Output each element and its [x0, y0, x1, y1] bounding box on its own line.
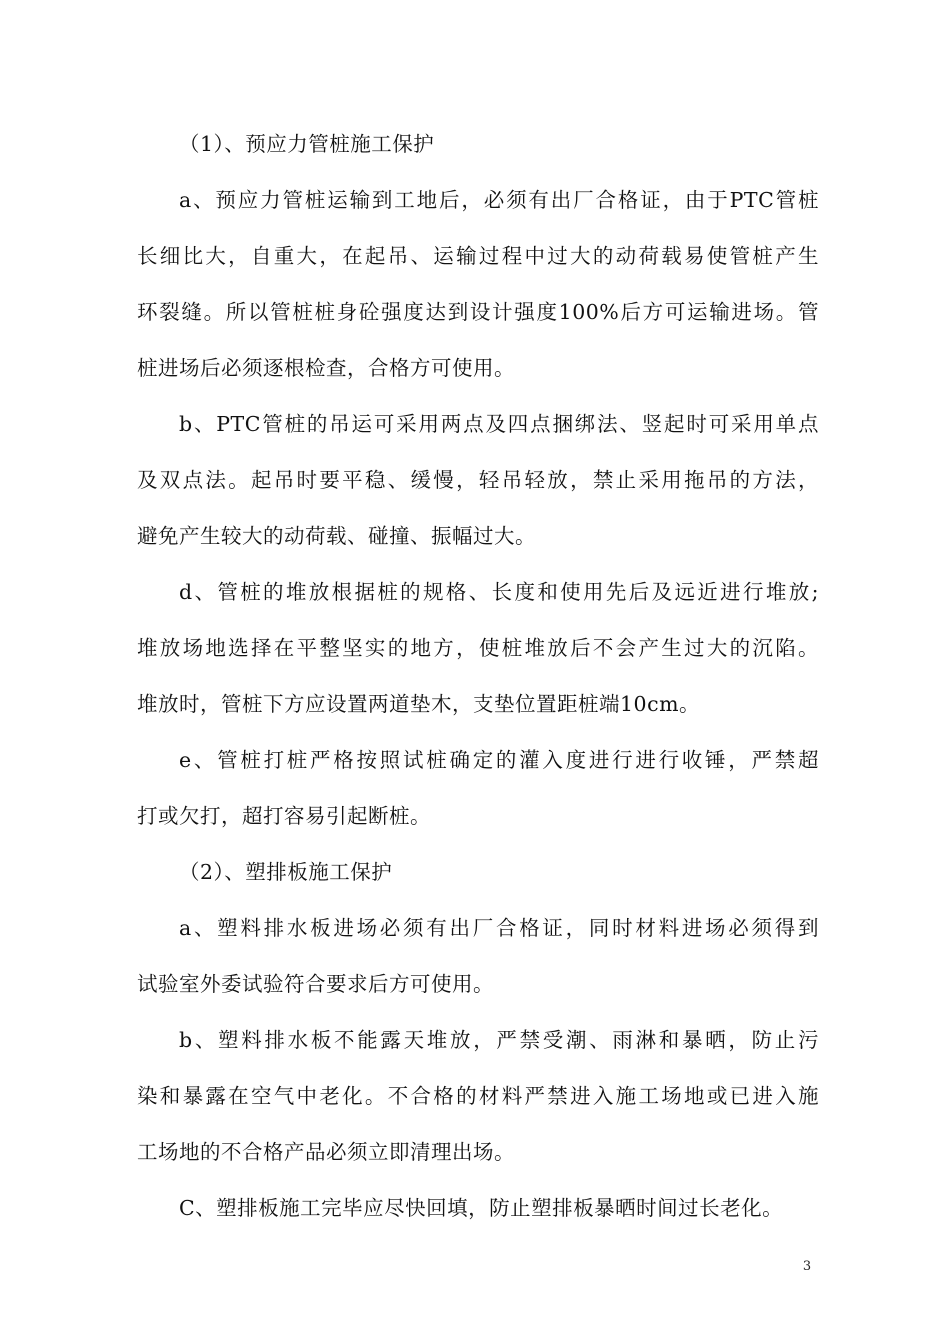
paragraph — [137, 900, 819, 1012]
text-line: 长细比大，自重大，在起吊、运输过程中过大的动荷载易使管桩产生 — [137, 244, 819, 268]
text-line: （1）、预应力管桩施工保护 — [179, 132, 435, 156]
text-line: 避免产生较大的动荷载、碰撞、振幅过大。 — [137, 524, 536, 548]
text-line: 及双点法。起吊时要平稳、缓慢，轻吊轻放，禁止采用拖吊的方法， — [137, 468, 819, 492]
text-line: 试验室外委试验符合要求后方可使用。 — [137, 972, 494, 996]
text-line: C、塑排板施工完毕应尽快回填，防止塑排板暴晒时间过长老化。 — [179, 1196, 784, 1220]
section-heading — [137, 116, 819, 172]
paragraph — [137, 396, 819, 564]
page-number: 3 — [802, 1259, 812, 1274]
text-line: a、预应力管桩运输到工地后，必须有出厂合格证，由于PTC管桩 — [179, 188, 819, 212]
text-line: d、管桩的堆放根据桩的规格、长度和使用先后及远近进行堆放; — [179, 580, 819, 604]
text-line: 堆放场地选择在平整坚实的地方，使桩堆放后不会产生过大的沉陷。 — [137, 636, 819, 660]
paragraph — [137, 564, 819, 732]
paragraph — [137, 1180, 819, 1236]
text-line: （2）、塑排板施工保护 — [179, 860, 393, 884]
paragraph — [137, 1012, 819, 1180]
text-line: 桩进场后必须逐根检查，合格方可使用。 — [137, 356, 515, 380]
text-line: 工场地的不合格产品必须立即清理出场。 — [137, 1140, 515, 1164]
paragraph — [137, 732, 819, 844]
text-line: a、塑料排水板进场必须有出厂合格证，同时材料进场必须得到 — [179, 916, 819, 940]
text-line: b、PTC管桩的吊运可采用两点及四点捆绑法、竖起时可采用单点 — [179, 412, 819, 436]
text-line: 染和暴露在空气中老化。不合格的材料严禁进入施工场地或已进入施 — [137, 1084, 819, 1108]
section-heading — [137, 844, 819, 900]
paragraph — [137, 172, 819, 396]
text-line: e、管桩打桩严格按照试桩确定的灌入度进行进行收锤，严禁超 — [179, 748, 819, 772]
text-line: 环裂缝。所以管桩桩身砼强度达到设计强度100%后方可运输进场。管 — [137, 300, 819, 324]
document-body — [137, 116, 819, 1236]
text-line: b、塑料排水板不能露天堆放，严禁受潮、雨淋和暴晒，防止污 — [179, 1028, 819, 1052]
text-line: 堆放时，管桩下方应设置两道垫木，支垫位置距桩端10cm。 — [137, 692, 701, 716]
text-line: 打或欠打，超打容易引起断桩。 — [137, 804, 431, 828]
